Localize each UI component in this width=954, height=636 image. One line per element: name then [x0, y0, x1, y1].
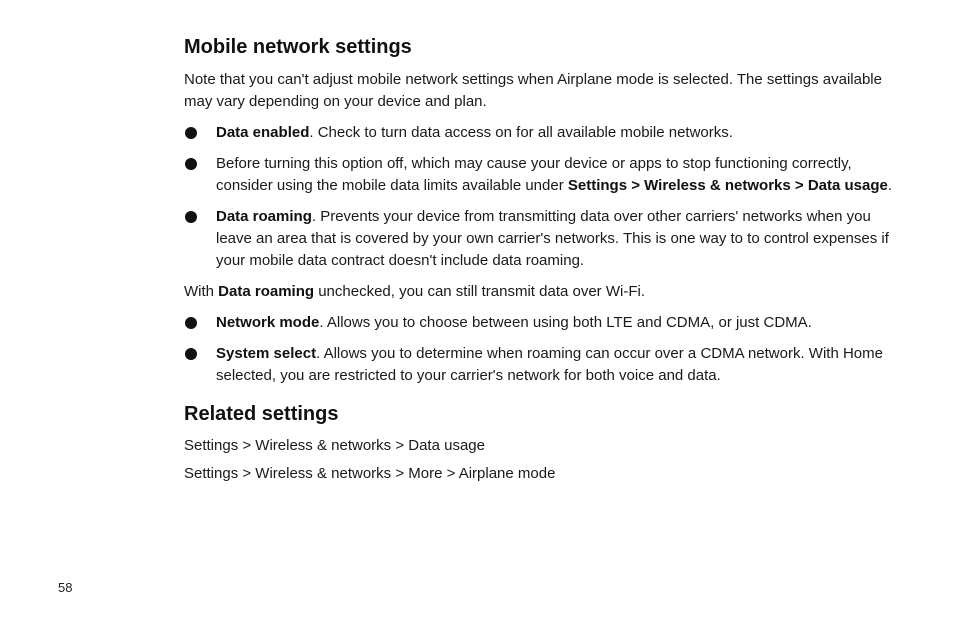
list-item-data-roaming: [184, 206, 910, 272]
bullet-icon: [185, 211, 197, 223]
item-text: . Prevents your device from transmitting data over other carriers' networks when you leave an area that is covered by your own carrier's networks. This is one way to to control expenses if your mobile data contract doesn't include data roaming.: [216, 208, 889, 269]
list-item-network-mode: [184, 312, 910, 334]
item-text: Before turning this option off, which may cause your device or apps to stop functioning correctly, consider using the mobile data limits available under: [216, 155, 852, 194]
with-data-roaming-paragraph: [184, 281, 910, 303]
item-text: . Check to turn data access on for all available mobile networks.: [309, 124, 733, 141]
term-network-mode: Network mode: [216, 314, 320, 331]
section-heading-mobile-network: Mobile network settings: [184, 36, 412, 58]
paragraph-prefix: With: [184, 283, 219, 300]
item-text: . Allows you to determine when roaming can occur over a CDMA network. With Home selected, you are restricted to your carrier's network for both voice and data.: [216, 345, 883, 384]
bullet-icon: [185, 317, 197, 329]
page-content: [184, 34, 910, 491]
list-item-before-turning-off: [184, 153, 910, 197]
intro-paragraph: Note that you can't adjust mobile network settings when Airplane mode is selected. The settings available may vary depending on your device and plan.: [184, 71, 882, 110]
section-heading-related-settings: Related settings: [184, 403, 339, 425]
bullet-icon: [185, 348, 197, 360]
paragraph-text: unchecked, you can still transmit data over Wi-Fi.: [314, 283, 645, 300]
bullet-icon: [185, 158, 197, 170]
list-item-data-enabled: [184, 122, 910, 144]
list-item-system-select: [184, 343, 910, 387]
item-text-end: .: [887, 177, 893, 194]
item-text: . Allows you to choose between using both LTE and CDMA, or just CDMA.: [319, 314, 812, 331]
settings-path: Settings > Wireless & networks > Data usage: [567, 177, 888, 194]
term-data-roaming: Data roaming: [218, 283, 315, 300]
term-system-select: System select: [216, 345, 317, 362]
related-setting-airplane-mode: Settings > Wireless & networks > More > Airplane mode: [184, 465, 556, 482]
term-data-roaming: Data roaming: [216, 208, 312, 225]
related-setting-data-usage: Settings > Wireless & networks > Data usage: [184, 437, 485, 454]
bullet-icon: [185, 127, 197, 139]
page-number: 58: [58, 580, 73, 595]
term-data-enabled: Data enabled: [216, 124, 310, 141]
